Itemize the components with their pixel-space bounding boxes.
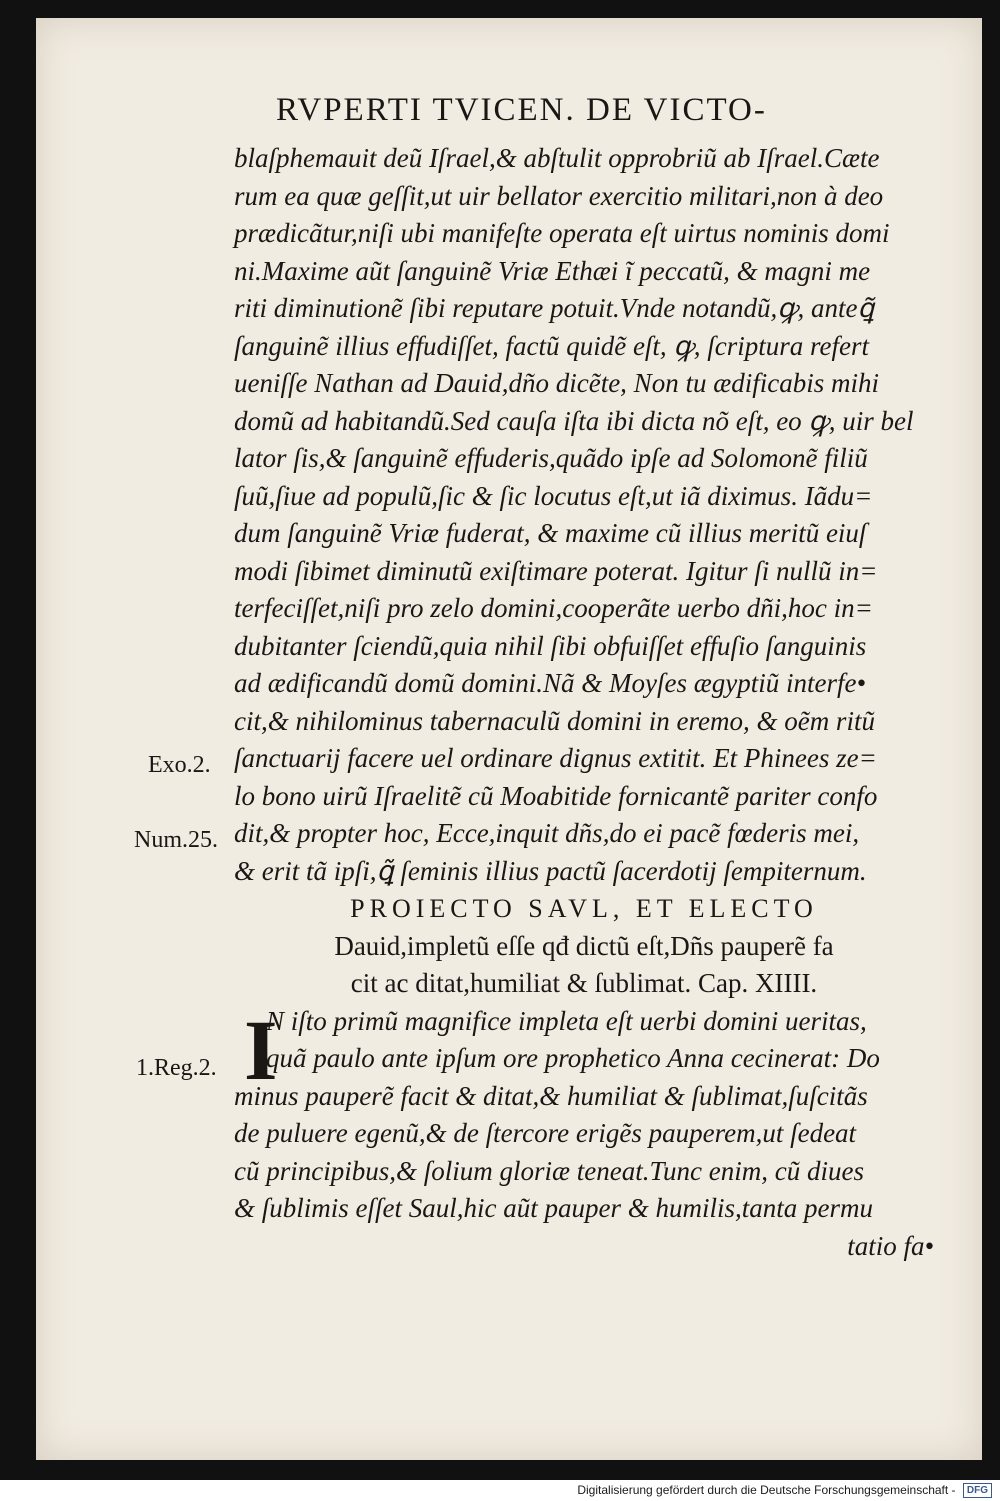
text-line: dit,& propter hoc, Ecce,inquit dñs,do ei pacẽ fœderis mei, <box>234 818 860 848</box>
text-line: ueniſſe Nathan ad Dauid,dño dicẽte, Non tu ædificabis mihi <box>234 368 879 398</box>
margin-note-kings: 1.Reg.2. <box>136 1055 217 1081</box>
chapter-heading-caps: PROIECTO SAVL, ET ELECTO <box>350 894 818 923</box>
chapter-text-line: quã paulo ante ipſum ore prophetico Anna cecinerat: Do <box>266 1043 880 1073</box>
catchword: tatio fa• <box>847 1230 934 1261</box>
text-line: prædicãtur,niſi ubi manifeſte operata eſt uirtus nominis domi <box>234 218 890 248</box>
text-line: ſanguinẽ illius effudiſſet, factũ quidẽ eſt, ꝙ, ſcriptura refert <box>234 330 869 361</box>
dfg-logo[interactable]: DFG <box>963 1483 992 1498</box>
chapter-text-line: de puluere egenũ,& de ſtercore erigẽs pauperem,ut ſedeat <box>234 1118 857 1148</box>
text-line: ſuũ,ſiue ad populũ,ſic & ſic locutus eſt,ut iã diximus. Iãdu= <box>234 480 873 511</box>
footer-text: Digitalisierung gefördert durch die Deutsche Forschungsgemeinschaft - <box>577 1483 956 1497</box>
text-line: ni.Maxime aũt ſanguinẽ Vriæ Ethæi ĩ peccatũ, & magni me <box>234 255 871 286</box>
chapter-text-line: cũ principibus,& ſolium gloriæ teneat.Tunc enim, cũ diues <box>234 1155 864 1186</box>
text-line: terfeciſſet,niſi pro zelo domini,cooperãte uerbo dñi,hoc in= <box>234 593 873 623</box>
text-line: ad ædificandũ domũ domini.Nã & Moyſes ægyptiũ interfe• <box>234 668 866 698</box>
text-line: lator ſis,& ſanguinẽ effuderis,quãdo ipſe ad Solomonẽ filiũ <box>234 443 868 473</box>
text-line: cit,& nihilominus tabernaculũ domini in eremo, & oẽm ritũ <box>234 705 875 736</box>
text-line: & erit tã ipſi,ꝗ̃ ſeminis illius pactũ ſacerdotij ſempiternum. <box>234 855 867 886</box>
text-line: riti diminutionẽ ſibi reputare potuit.Vnde notandũ,ꝙ, anteꝗ̃ <box>234 293 875 323</box>
chapter-text-line: N iſto primũ magnifice impleta eſt uerbi domini ueritas, <box>266 1005 867 1036</box>
footer-credit <box>0 1480 992 1501</box>
text-line: lo bono uirũ Iſraelitẽ cũ Moabitide fornicantẽ pariter confo <box>234 780 878 811</box>
text-line: ſanctuarij facere uel ordinare dignus extitit. Et Phinees ze= <box>234 743 877 773</box>
text-line: modi ſibimet diminutũ exiſtimare poterat. Igitur ſi nullũ in= <box>234 555 878 586</box>
text-line: dubitanter ſciendũ,quia nihil ſibi obfuiſſet effuſio ſanguinis <box>234 630 867 661</box>
chapter-text-line: & ſublimis eſſet Saul,hic aũt pauper & humilis,tanta permu <box>234 1193 873 1223</box>
chapter-heading-line: cit ac ditat,humiliat & ſublimat. Cap. XIIII. <box>350 968 818 998</box>
chapter-heading-line: Dauid,impletũ eſſe qđ dictũ eſt,Dñs pauperẽ fa <box>334 930 834 961</box>
chapter-text-line: minus pauperẽ facit & ditat,& humiliat & ſublimat,ſuſcitãs <box>234 1080 868 1111</box>
margin-note-numbers: Num.25. <box>134 827 218 853</box>
margin-note-exodus: Exo.2. <box>148 752 211 778</box>
text-line: blaſphemauit deũ Iſrael,& abſtulit opprobriũ ab Iſrael.Cæte <box>234 143 880 173</box>
main-text <box>234 140 934 1265</box>
text-line: rum ea quæ geſſit,ut uir bellator exercitio militari,non à deo <box>234 180 884 211</box>
running-header: RVPERTI TVICEN. DE VICTO‐ <box>276 92 767 128</box>
text-line: dum ſanguinẽ Vriæ fuderat, & maxime cũ illius meritũ eiuſ <box>234 518 867 548</box>
drop-capital: I <box>244 1002 278 1098</box>
text-line: domũ ad habitandũ.Sed cauſa iſta ibi dicta nõ eſt, eo ꝙ, uir bel <box>234 405 914 436</box>
